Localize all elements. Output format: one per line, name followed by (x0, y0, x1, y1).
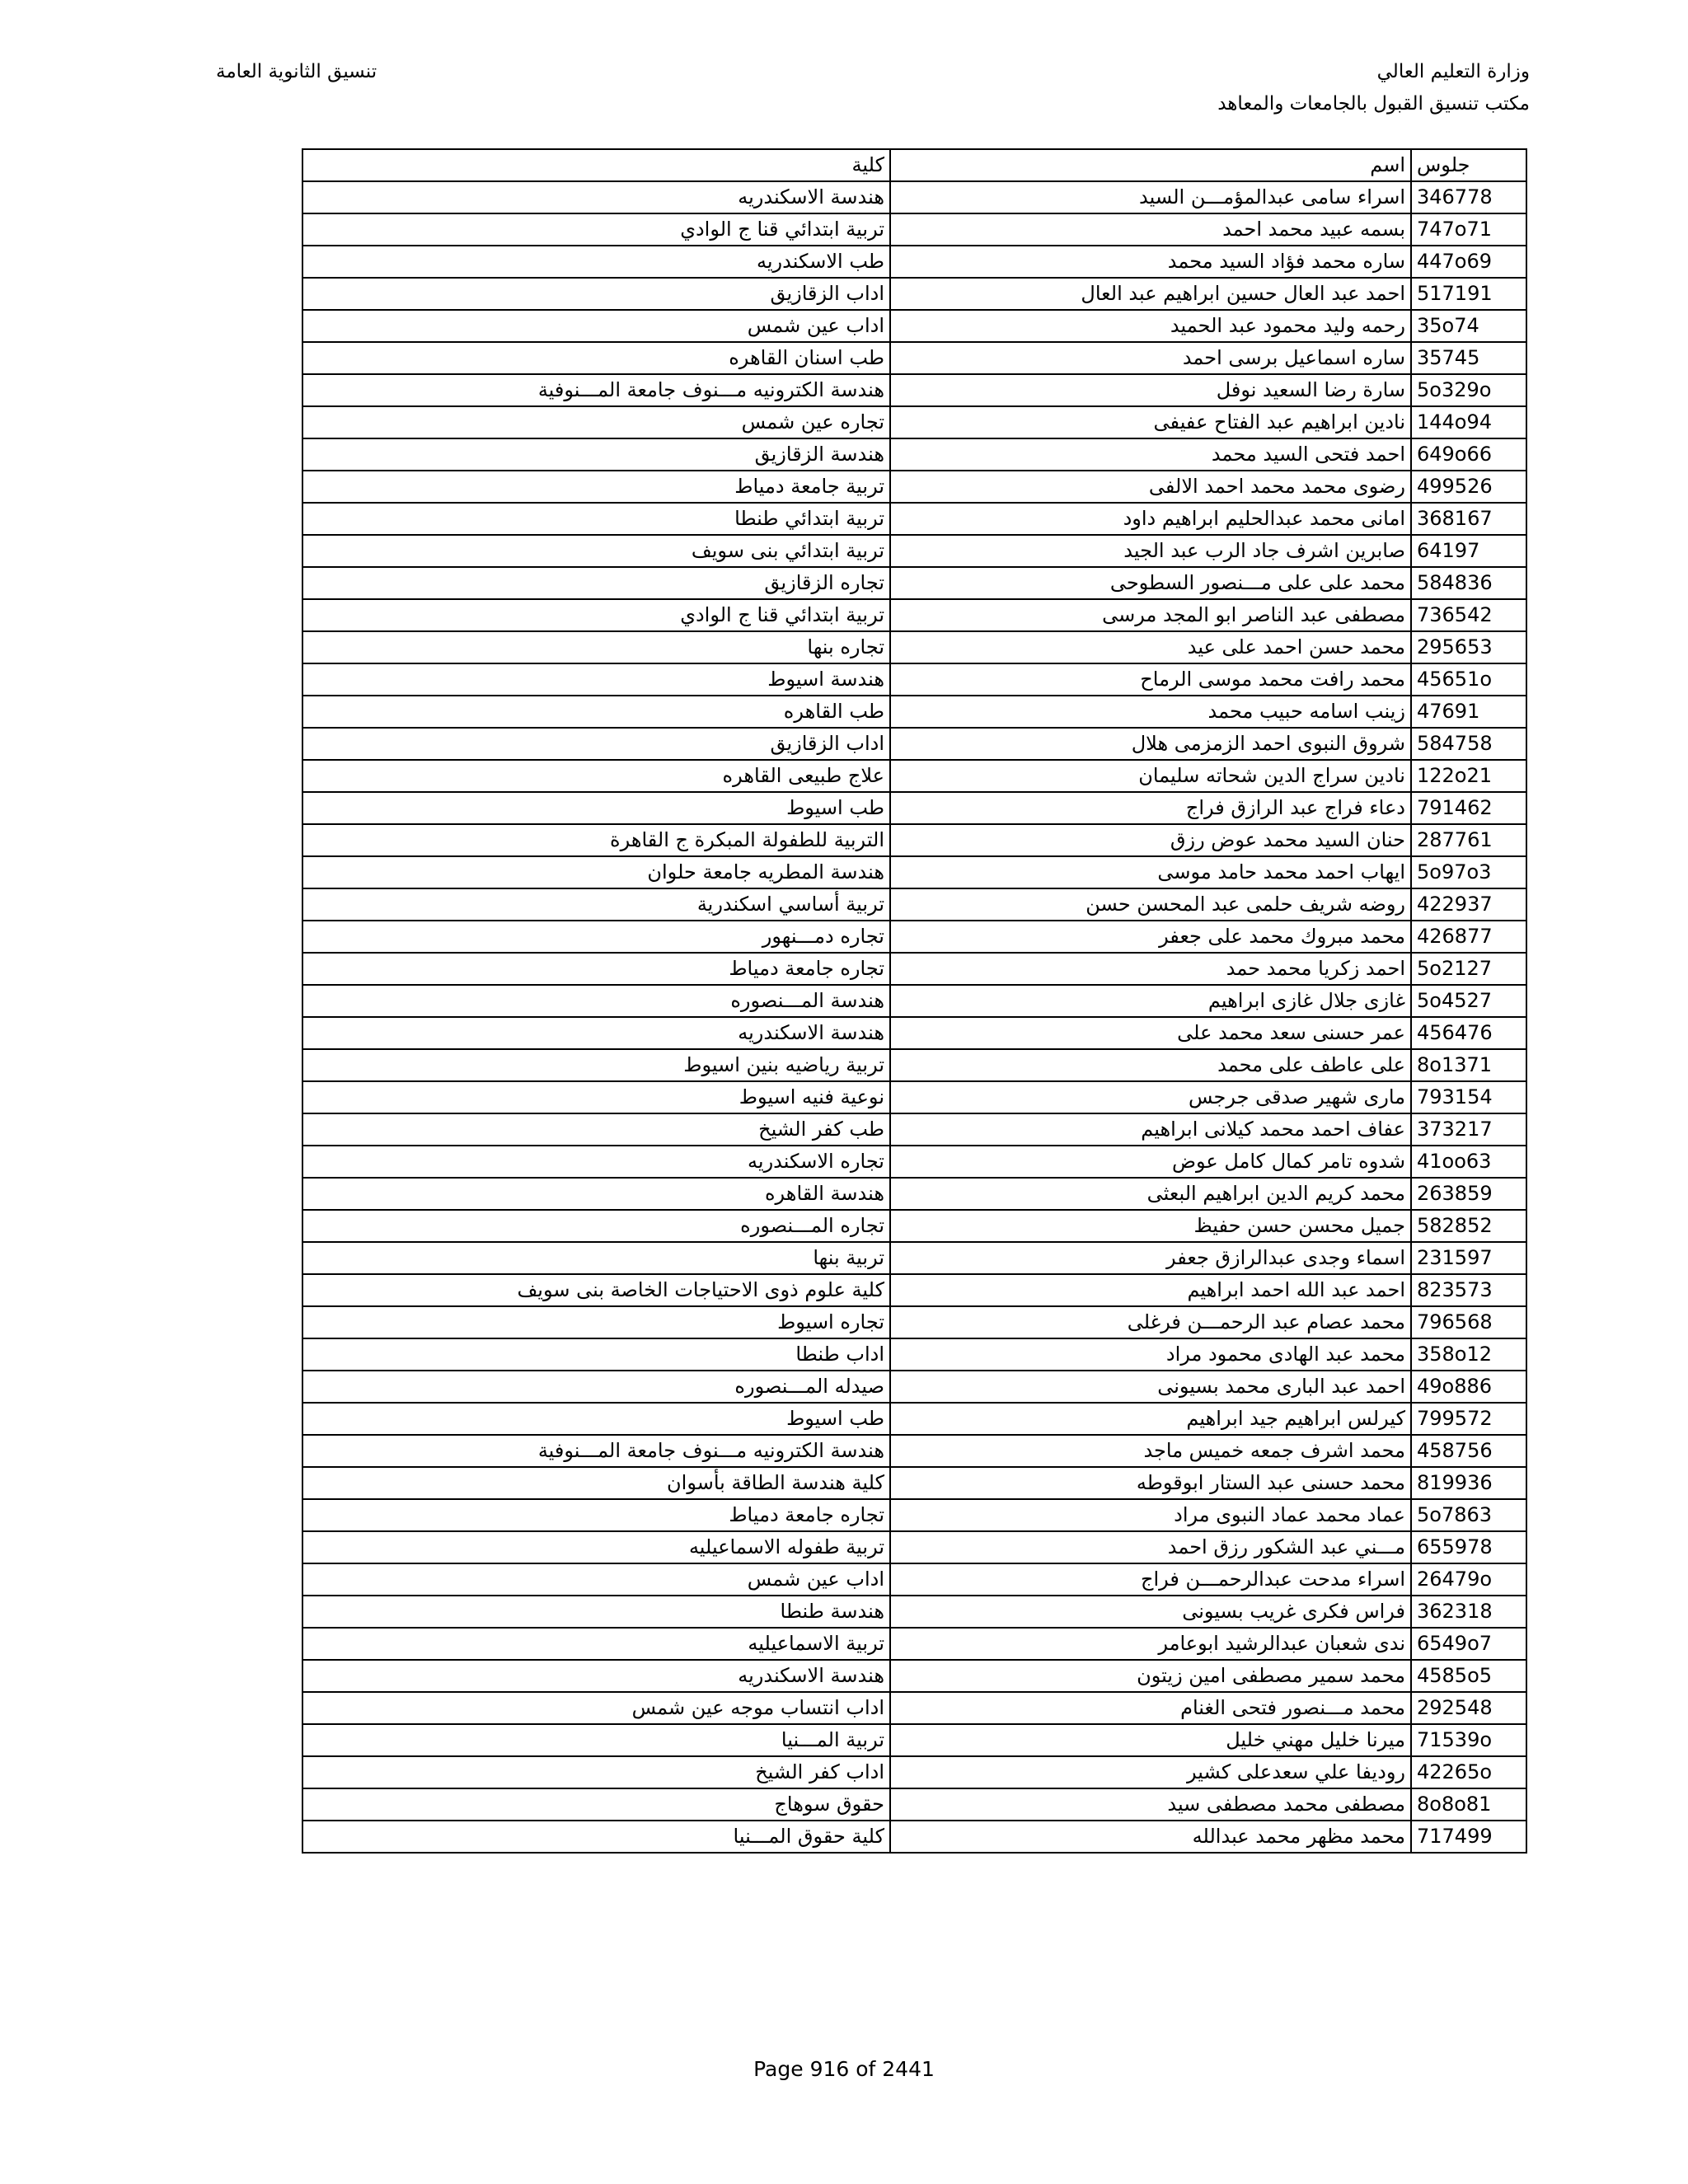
table-row (302, 181, 1526, 213)
faculty-cell: هندسة المـــنصوره (302, 985, 890, 1017)
table-row (302, 728, 1526, 760)
name-cell: غازى جلال غازى ابراهيم (890, 985, 1411, 1017)
faculty-cell: اداب الزقازيق (302, 728, 890, 760)
table-row (302, 631, 1526, 663)
seat-cell: 584758 (1411, 728, 1526, 760)
faculty-cell: حقوق سوهاج (302, 1788, 890, 1821)
table-row (302, 824, 1526, 856)
name-cell: روضه شريف حلمى عبد المحسن حسن (890, 888, 1411, 921)
name-cell: محمد سمير مصطفى امين زيتون (890, 1660, 1411, 1692)
seat-cell: 649o66 (1411, 438, 1526, 471)
name-cell: مارى شهير صدقى جرجس (890, 1081, 1411, 1113)
seat-cell: 49o886 (1411, 1371, 1526, 1403)
name-cell: نادين ابراهيم عبد الفتاح عفيفى (890, 406, 1411, 438)
seat-cell: 456476 (1411, 1017, 1526, 1049)
name-cell: ايهاب احمد محمد حامد موسى (890, 856, 1411, 888)
seat-cell: 144o94 (1411, 406, 1526, 438)
seat-cell: 263859 (1411, 1178, 1526, 1210)
table-row (302, 1499, 1526, 1531)
table-row (302, 792, 1526, 824)
table-row (302, 342, 1526, 374)
table-row (302, 1563, 1526, 1596)
table-row (302, 1756, 1526, 1788)
faculty-cell: طب اسيوط (302, 1403, 890, 1435)
name-cell: عمر حسنى سعد محمد على (890, 1017, 1411, 1049)
name-cell: محمد كريم الدين ابراهيم البعثى (890, 1178, 1411, 1210)
table-row (302, 921, 1526, 953)
table-row (302, 535, 1526, 567)
table-row (302, 1274, 1526, 1306)
name-cell: رحمه وليد محمود عبد الحميد (890, 310, 1411, 342)
table-row (302, 1371, 1526, 1403)
faculty-cell: تجاره اسيوط (302, 1306, 890, 1338)
name-cell: احمد فتحى السيد محمد (890, 438, 1411, 471)
seat-cell: 5o97o3 (1411, 856, 1526, 888)
coordination-title: تنسيق الثانوية العامة (216, 61, 377, 82)
column-header-faculty: كلية (302, 149, 890, 181)
seat-cell: 458756 (1411, 1435, 1526, 1467)
name-cell: محمد على على مـــنصور السطوحى (890, 567, 1411, 599)
table-row (302, 1146, 1526, 1178)
faculty-cell: تربية الاسماعيليه (302, 1628, 890, 1660)
name-cell: محمد مبروك محمد على جعفر (890, 921, 1411, 953)
table-row (302, 1113, 1526, 1146)
faculty-cell: تربية جامعة دمياط (302, 471, 890, 503)
table-row (302, 1435, 1526, 1467)
seat-cell: 422937 (1411, 888, 1526, 921)
seat-cell: 231597 (1411, 1242, 1526, 1274)
name-cell: اسراء سامى عبدالمؤمـــن السيد (890, 181, 1411, 213)
name-cell: شروق النبوى احمد الزمزمى هلال (890, 728, 1411, 760)
faculty-cell: تربية بنها (302, 1242, 890, 1274)
name-cell: محمد مظهر محمد عبدالله (890, 1821, 1411, 1853)
name-cell: دعاء فراج عبد الرازق فراج (890, 792, 1411, 824)
seat-cell: 64197 (1411, 535, 1526, 567)
seat-cell: 655978 (1411, 1531, 1526, 1563)
table-row (302, 599, 1526, 631)
seat-cell: 799572 (1411, 1403, 1526, 1435)
name-cell: ندى شعبان عبدالرشيد ابوعامر (890, 1628, 1411, 1660)
seat-cell: 736542 (1411, 599, 1526, 631)
faculty-cell: هندسة الكترونيه مـــنوف جامعة المـــنوفية (302, 1435, 890, 1467)
faculty-cell: اداب الزقازيق (302, 278, 890, 310)
faculty-cell: تربية ابتدائي طنطا (302, 503, 890, 535)
faculty-cell: تربية رياضيه بنين اسيوط (302, 1049, 890, 1081)
seat-cell: 447o69 (1411, 246, 1526, 278)
table-row (302, 1017, 1526, 1049)
faculty-cell: هندسة الزقازيق (302, 438, 890, 471)
seat-cell: 793154 (1411, 1081, 1526, 1113)
faculty-cell: طب اسيوط (302, 792, 890, 824)
faculty-cell: اداب كفر الشيخ (302, 1756, 890, 1788)
table-row (302, 1242, 1526, 1274)
table-row (302, 1531, 1526, 1563)
seat-cell: 747o71 (1411, 213, 1526, 246)
seat-cell: 373217 (1411, 1113, 1526, 1146)
faculty-cell: اداب عين شمس (302, 310, 890, 342)
table-row (302, 374, 1526, 406)
name-cell: فراس فكرى غريب بسيونى (890, 1596, 1411, 1628)
name-cell: عفاف احمد محمد كيلانى ابراهيم (890, 1113, 1411, 1146)
seat-cell: 819936 (1411, 1467, 1526, 1499)
table-row (302, 1628, 1526, 1660)
table-row (302, 438, 1526, 471)
seat-cell: 426877 (1411, 921, 1526, 953)
name-cell: رضوى محمد محمد احمد الالفى (890, 471, 1411, 503)
faculty-cell: اداب طنطا (302, 1338, 890, 1371)
seat-cell: 287761 (1411, 824, 1526, 856)
faculty-cell: تجاره جامعة دمياط (302, 1499, 890, 1531)
table-row (302, 1821, 1526, 1853)
faculty-cell: صيدله المـــنصوره (302, 1371, 890, 1403)
faculty-cell: تربية المـــنيا (302, 1724, 890, 1756)
name-cell: صابرين اشرف جاد الرب عبد الجيد (890, 535, 1411, 567)
seat-cell: 6549o7 (1411, 1628, 1526, 1660)
name-cell: اسراء مدحت عبدالرحمـــن فراج (890, 1563, 1411, 1596)
faculty-cell: تربية ابتدائي قنا ج الوادي (302, 599, 890, 631)
table-row (302, 406, 1526, 438)
seat-cell: 35o74 (1411, 310, 1526, 342)
table-row (302, 1403, 1526, 1435)
faculty-cell: هندسة طنطا (302, 1596, 890, 1628)
table-row (302, 503, 1526, 535)
seat-cell: 41oo63 (1411, 1146, 1526, 1178)
seat-cell: 5o329o (1411, 374, 1526, 406)
results-table (302, 148, 1527, 1854)
table-row (302, 567, 1526, 599)
table-row (302, 1724, 1526, 1756)
name-cell: نادين سراج الدين شحاته سليمان (890, 760, 1411, 792)
seat-cell: 295653 (1411, 631, 1526, 663)
name-cell: بسمه عبيد محمد احمد (890, 213, 1411, 246)
table-row (302, 696, 1526, 728)
faculty-cell: تربية أساسي اسكندرية (302, 888, 890, 921)
faculty-cell: هندسة الكترونيه مـــنوف جامعة المـــنوفية (302, 374, 890, 406)
seat-cell: 368167 (1411, 503, 1526, 535)
name-cell: محمد رافت محمد موسى الرماح (890, 663, 1411, 696)
name-cell: احمد زكريا محمد حمد (890, 953, 1411, 985)
seat-cell: 47691 (1411, 696, 1526, 728)
seat-cell: 517191 (1411, 278, 1526, 310)
name-cell: ميرنا خليل مهني خليل (890, 1724, 1411, 1756)
name-cell: محمد حسنى عبد الستار ابوقوطه (890, 1467, 1411, 1499)
seat-cell: 71539o (1411, 1724, 1526, 1756)
faculty-cell: تجاره الاسكندريه (302, 1146, 890, 1178)
faculty-cell: تجاره عين شمس (302, 406, 890, 438)
name-cell: سارة رضا السعيد نوفل (890, 374, 1411, 406)
seat-cell: 122o21 (1411, 760, 1526, 792)
seat-cell: 45651o (1411, 663, 1526, 696)
name-cell: محمد اشرف جمعه خميس ماجد (890, 1435, 1411, 1467)
name-cell: احمد عبد البارى محمد بسيونى (890, 1371, 1411, 1403)
name-cell: محمد عبد الهادى محمود مراد (890, 1338, 1411, 1371)
faculty-cell: نوعية فنيه اسيوط (302, 1081, 890, 1113)
table-row (302, 1210, 1526, 1242)
table-row (302, 278, 1526, 310)
seat-cell: 346778 (1411, 181, 1526, 213)
table-row (302, 888, 1526, 921)
name-cell: محمد حسن احمد على عيد (890, 631, 1411, 663)
seat-cell: 791462 (1411, 792, 1526, 824)
table-row (302, 213, 1526, 246)
faculty-cell: تجاره دمـــنهور (302, 921, 890, 953)
name-cell: حنان السيد محمد عوض رزق (890, 824, 1411, 856)
table-row (302, 985, 1526, 1017)
faculty-cell: تجاره الزقازيق (302, 567, 890, 599)
seat-cell: 4585o5 (1411, 1660, 1526, 1692)
name-cell: كيرلس ابراهيم جيد ابراهيم (890, 1403, 1411, 1435)
name-cell: محمد مـــنصور فتحى الغنام (890, 1692, 1411, 1724)
table-row (302, 1049, 1526, 1081)
column-header-name: اسم (890, 149, 1411, 181)
seat-cell: 5o2127 (1411, 953, 1526, 985)
table-row (302, 1467, 1526, 1499)
name-cell: ساره اسماعيل برسى احمد (890, 342, 1411, 374)
name-cell: اسماء وجدى عبدالرازق جعفر (890, 1242, 1411, 1274)
faculty-cell: تجاره المـــنصوره (302, 1210, 890, 1242)
table-row (302, 471, 1526, 503)
name-cell: احمد عبد العال حسين ابراهيم عبد العال (890, 278, 1411, 310)
faculty-cell: اداب عين شمس (302, 1563, 890, 1596)
faculty-cell: كلية حقوق المـــنيا (302, 1821, 890, 1853)
seat-cell: 35745 (1411, 342, 1526, 374)
faculty-cell: طب القاهره (302, 696, 890, 728)
name-cell: امانى محمد عبدالحليم ابراهيم داود (890, 503, 1411, 535)
faculty-cell: علاج طبيعى القاهره (302, 760, 890, 792)
name-cell: احمد عبد الله احمد ابراهيم (890, 1274, 1411, 1306)
table-row (302, 856, 1526, 888)
faculty-cell: هندسة الاسكندريه (302, 1660, 890, 1692)
seat-cell: 582852 (1411, 1210, 1526, 1242)
name-cell: شدوه تامر كمال كامل عوض (890, 1146, 1411, 1178)
table-row (302, 246, 1526, 278)
table-row (302, 1081, 1526, 1113)
faculty-cell: كلية هندسة الطاقة بأسوان (302, 1467, 890, 1499)
seat-cell: 5o4527 (1411, 985, 1526, 1017)
table-row (302, 310, 1526, 342)
seat-cell: 499526 (1411, 471, 1526, 503)
faculty-cell: طب الاسكندريه (302, 246, 890, 278)
seat-cell: 5o7863 (1411, 1499, 1526, 1531)
faculty-cell: هندسة القاهره (302, 1178, 890, 1210)
table-row (302, 1788, 1526, 1821)
faculty-cell: تربية ابتدائي قنا ج الوادي (302, 213, 890, 246)
faculty-cell: تجاره بنها (302, 631, 890, 663)
table-row (302, 663, 1526, 696)
seat-cell: 42265o (1411, 1756, 1526, 1788)
name-cell: على عاطف على محمد (890, 1049, 1411, 1081)
faculty-cell: طب كفر الشيخ (302, 1113, 890, 1146)
seat-cell: 796568 (1411, 1306, 1526, 1338)
faculty-cell: هندسة المطريه جامعة حلوان (302, 856, 890, 888)
name-cell: مصطفى عبد الناصر ابو المجد مرسى (890, 599, 1411, 631)
seat-cell: 362318 (1411, 1596, 1526, 1628)
table-row (302, 1692, 1526, 1724)
office-title: مكتب تنسيق القبول بالجامعات والمعاهد (1217, 93, 1530, 115)
seat-cell: 26479o (1411, 1563, 1526, 1596)
seat-cell: 358o12 (1411, 1338, 1526, 1371)
ministry-title: وزارة التعليم العالي (1376, 61, 1530, 82)
table-row (302, 1596, 1526, 1628)
table-row (302, 760, 1526, 792)
page-number: Page 916 of 2441 (753, 2057, 935, 2081)
seat-cell: 292548 (1411, 1692, 1526, 1724)
faculty-cell: هندسة اسيوط (302, 663, 890, 696)
faculty-cell: هندسة الاسكندريه (302, 1017, 890, 1049)
name-cell: زينب اسامه حبيب محمد (890, 696, 1411, 728)
table-row (302, 1178, 1526, 1210)
seat-cell: 717499 (1411, 1821, 1526, 1853)
faculty-cell: كلية علوم ذوى الاحتياجات الخاصة بنى سويف (302, 1274, 890, 1306)
name-cell: مـــني عبد الشكور رزق احمد (890, 1531, 1411, 1563)
faculty-cell: التربية للطفولة المبكرة ج القاهرة (302, 824, 890, 856)
table-row (302, 1660, 1526, 1692)
seat-cell: 8o8o81 (1411, 1788, 1526, 1821)
table-row (302, 953, 1526, 985)
seat-cell: 584836 (1411, 567, 1526, 599)
table-row (302, 1338, 1526, 1371)
name-cell: محمد عصام عبد الرحمـــن فرغلى (890, 1306, 1411, 1338)
table-header-row (302, 149, 1526, 181)
faculty-cell: طب اسنان القاهره (302, 342, 890, 374)
faculty-cell: تربية ابتدائي بنى سويف (302, 535, 890, 567)
name-cell: جميل محسن حسن حفيظ (890, 1210, 1411, 1242)
column-header-seat: جلوس (1411, 149, 1526, 181)
faculty-cell: اداب انتساب موجه عين شمس (302, 1692, 890, 1724)
name-cell: عماد محمد عماد النبوى مراد (890, 1499, 1411, 1531)
name-cell: روديفا علي سعدعلى كشير (890, 1756, 1411, 1788)
faculty-cell: تربية طفوله الاسماعيليه (302, 1531, 890, 1563)
faculty-cell: هندسة الاسكندريه (302, 181, 890, 213)
faculty-cell: تجاره جامعة دمياط (302, 953, 890, 985)
seat-cell: 823573 (1411, 1274, 1526, 1306)
name-cell: ساره محمد فؤاد السيد محمد (890, 246, 1411, 278)
name-cell: مصطفى محمد مصطفى سيد (890, 1788, 1411, 1821)
seat-cell: 8o1371 (1411, 1049, 1526, 1081)
table-row (302, 1306, 1526, 1338)
